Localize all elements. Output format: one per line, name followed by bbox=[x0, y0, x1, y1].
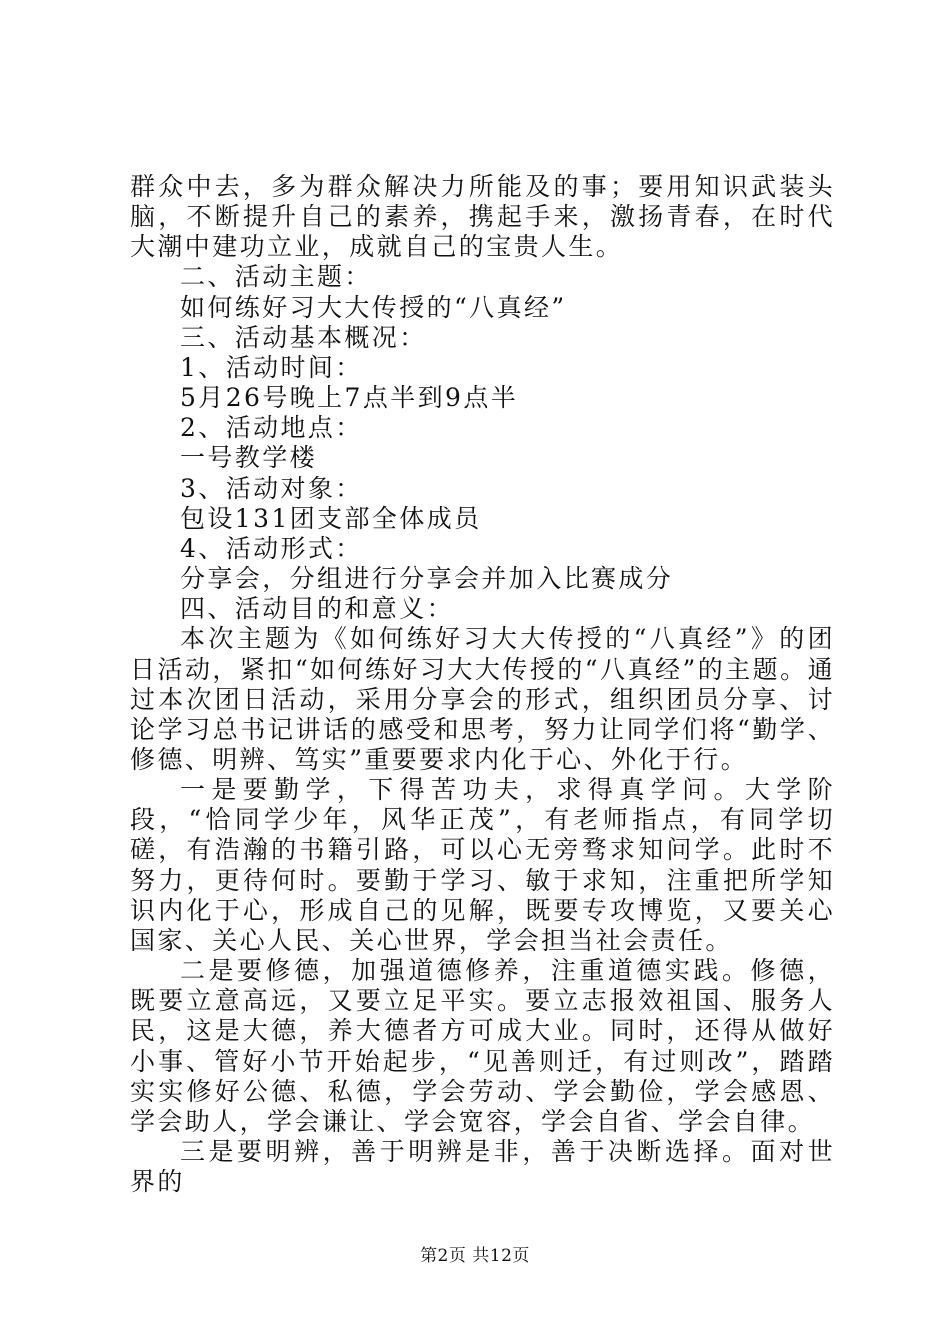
paragraph: 5月26号晚上7点半到9点半 bbox=[180, 383, 519, 413]
paragraph: 二是要修德，加强道德修养，注重道德实践。修德，既要立意高远，又要立足平实。要立志报效祖国、服务人民，这是大德，养大德者方可成大业。同时，还得从做好小事、管好小节开始起步，“见善则迁，有过则改”，踏踏实实修好公德、私德，学会劳动、学会勤俭，学会感恩、学会助人，学会谦让、学会宽容，学会自省、学会自律。 bbox=[130, 956, 835, 1136]
paragraph: 如何练好习大大传授的“八真经” bbox=[180, 292, 567, 322]
list-item: 1、活动时间： bbox=[180, 352, 363, 382]
list-item: 4、活动形式： bbox=[180, 533, 363, 563]
list-item: 3、活动对象： bbox=[180, 473, 363, 503]
list-item: 2、活动地点： bbox=[180, 413, 363, 443]
paragraph: 本次主题为《如何练好习大大传授的“八真经”》的团日活动，紧扣“如何练好习大大传授的“八真经”的主题。通过本次团日活动，采用分享会的形式，组织团员分享、讨论学习总书记讲话的感受和思考，努力让同学们将“勤学、修德、明辨、笃实”重要要求内化于心、外化于行。 bbox=[130, 624, 835, 774]
document-body bbox=[130, 172, 835, 1197]
paragraph: 一号教学楼 bbox=[180, 443, 318, 473]
paragraph: 一是要勤学，下得苦功夫，求得真学问。大学阶段，“恰同学少年，风华正茂”，有老师指点，有同学切磋，有浩瀚的书籍引路，可以心无旁骛求知问学。此时不努力，更待何时。要勤于学习、敏于求知，注重把所学知识内化于心，形成自己的见解，既要专攻博览，又要关心国家、关心人民、关心世界，学会担当社会责任。 bbox=[130, 775, 835, 955]
paragraph: 包设131团支部全体成员 bbox=[180, 503, 482, 533]
section-heading-overview: 三、活动基本概况： bbox=[180, 322, 427, 352]
section-heading-theme: 二、活动主题： bbox=[180, 262, 372, 292]
paragraph: 群众中去，多为群众解决力所能及的事；要用知识武装头脑，不断提升自己的素养，携起手来，激扬青春，在时代大潮中建功立业，成就自己的宝贵人生。 bbox=[130, 172, 835, 262]
section-heading-purpose: 四、活动目的和意义： bbox=[180, 594, 455, 624]
paragraph: 分享会，分组进行分享会并加入比赛成分 bbox=[180, 564, 674, 594]
paragraph: 三是要明辨，善于明辨是非，善于决断选择。面对世界的 bbox=[130, 1137, 835, 1197]
page-number-footer: 第2页 共12页 bbox=[420, 1246, 530, 1266]
